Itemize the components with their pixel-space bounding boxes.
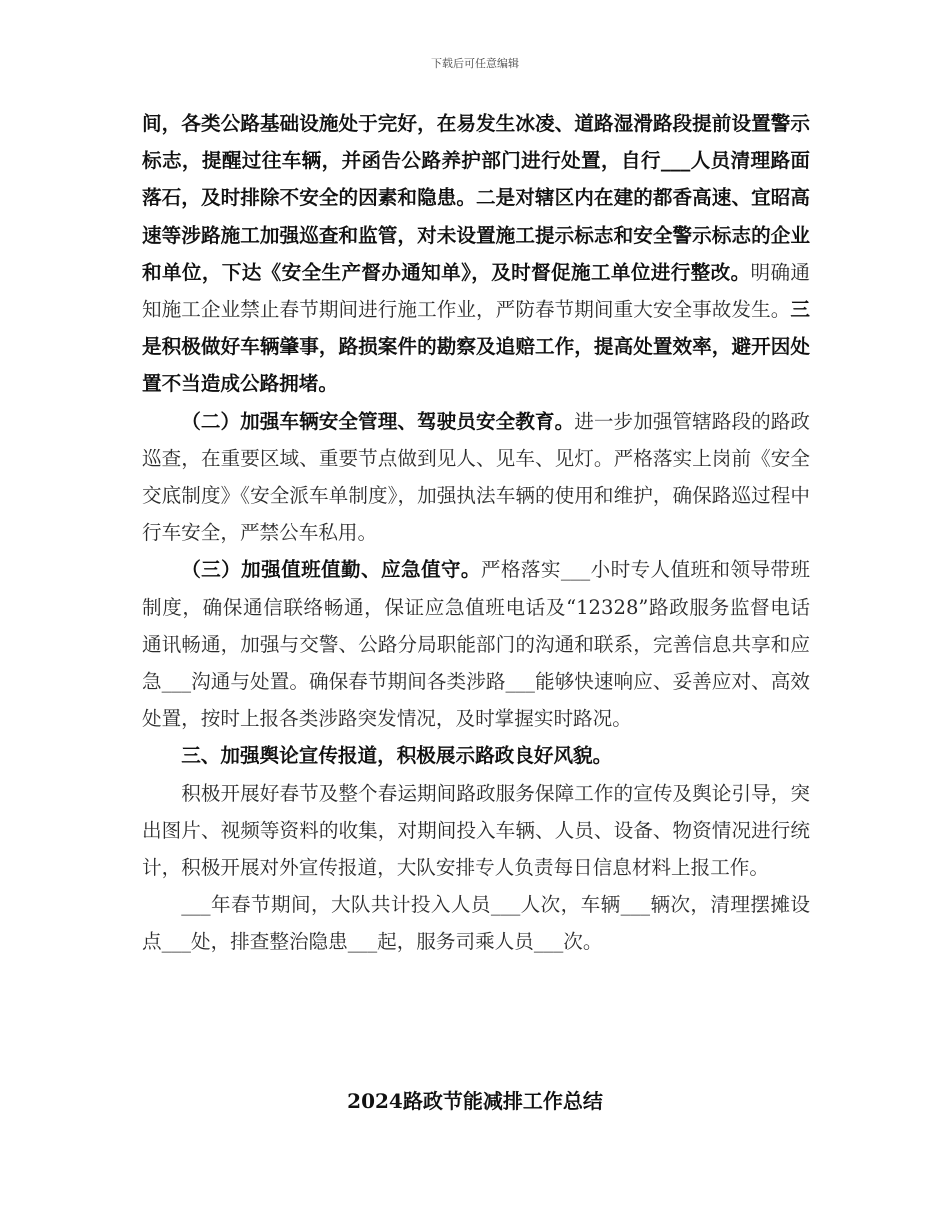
paragraph-vehicle-safety xyxy=(142,403,810,552)
page-header: 下载后可任意编辑 xyxy=(431,57,519,70)
subheading: （三）加强值班值勤、应急值守。 xyxy=(181,558,481,582)
paragraph-statistics: ___年春节期间，大队共计投入人员___人次，车辆___辆次，清理摆摊设点___处，排查整治隐患___起，服务司乘人员___次。 xyxy=(142,893,810,954)
subheading: （二）加强车辆安全管理、驾驶员安全教育。 xyxy=(181,409,575,433)
normal-text: 明确通知施工企业禁止春节期间进行施工作业，严防春节期间重大安全事故发生。 xyxy=(142,260,811,322)
bold-text: 三是积极做好车辆肇事，路损案件的勘察及追赔工作，提高处置效率，避开因处置不当造成公路拥堵。 xyxy=(142,298,810,396)
paragraph-road-safety xyxy=(142,105,810,403)
paragraph-publicity: 积极开展好春节及整个春运期间路政服务保障工作的宣传及舆论引导，突出图片、视频等资料的收集，对期间投入车辆、人员、设备、物资情况进行统计，积极开展对外宣传报道，大队安排专人负责每日信息材料上报工作。 xyxy=(142,781,810,880)
document-title: 2024路政节能减排工作总结 xyxy=(347,1089,603,1113)
paragraph-duty xyxy=(142,551,810,737)
bold-text: 间，各类公路基础设施处于完好，在易发生冰凌、道路湿滑路段提前设置警示标志，提醒过往车辆，并函告公路养护部门进行处置，自行___人员清理路面落石，及时排除不安全的因素和隐患。二是对辖区内在建的都香高速、宜昭高速等涉路施工加强巡查和监管，对未设置施工提示标志和安全警示标志的企业和单位，下达《安全生产督办通知单》，及时督促施工单位进行整改。 xyxy=(142,112,810,284)
normal-text: 严格落实___小时专人值班和领导带班制度，确保通信联络畅通，保证应急值班电话及“12328”路政服务监督电话通讯畅通，加强与交警、公路分局职能部门的沟通和联系，完善信息共享和应急___沟通与处置。确保春节期间各类涉路___能够快速响应、妥善应对、高效处置，按时上报各类涉路突发情况，及时掌握实时路况。 xyxy=(142,558,811,731)
section-heading: 三、加强舆论宣传报道，积极展示路政良好风貌。 xyxy=(181,744,613,768)
document-body xyxy=(142,105,810,961)
normal-text: 进一步加强管辖路段的路政巡查，在重要区域、重要节点做到见人、见车、见灯。严格落实上岗前《安全交底制度》《安全派车单制度》，加强执法车辆的使用和维护，确保路巡过程中行车安全，严禁公车私用。 xyxy=(142,409,811,545)
